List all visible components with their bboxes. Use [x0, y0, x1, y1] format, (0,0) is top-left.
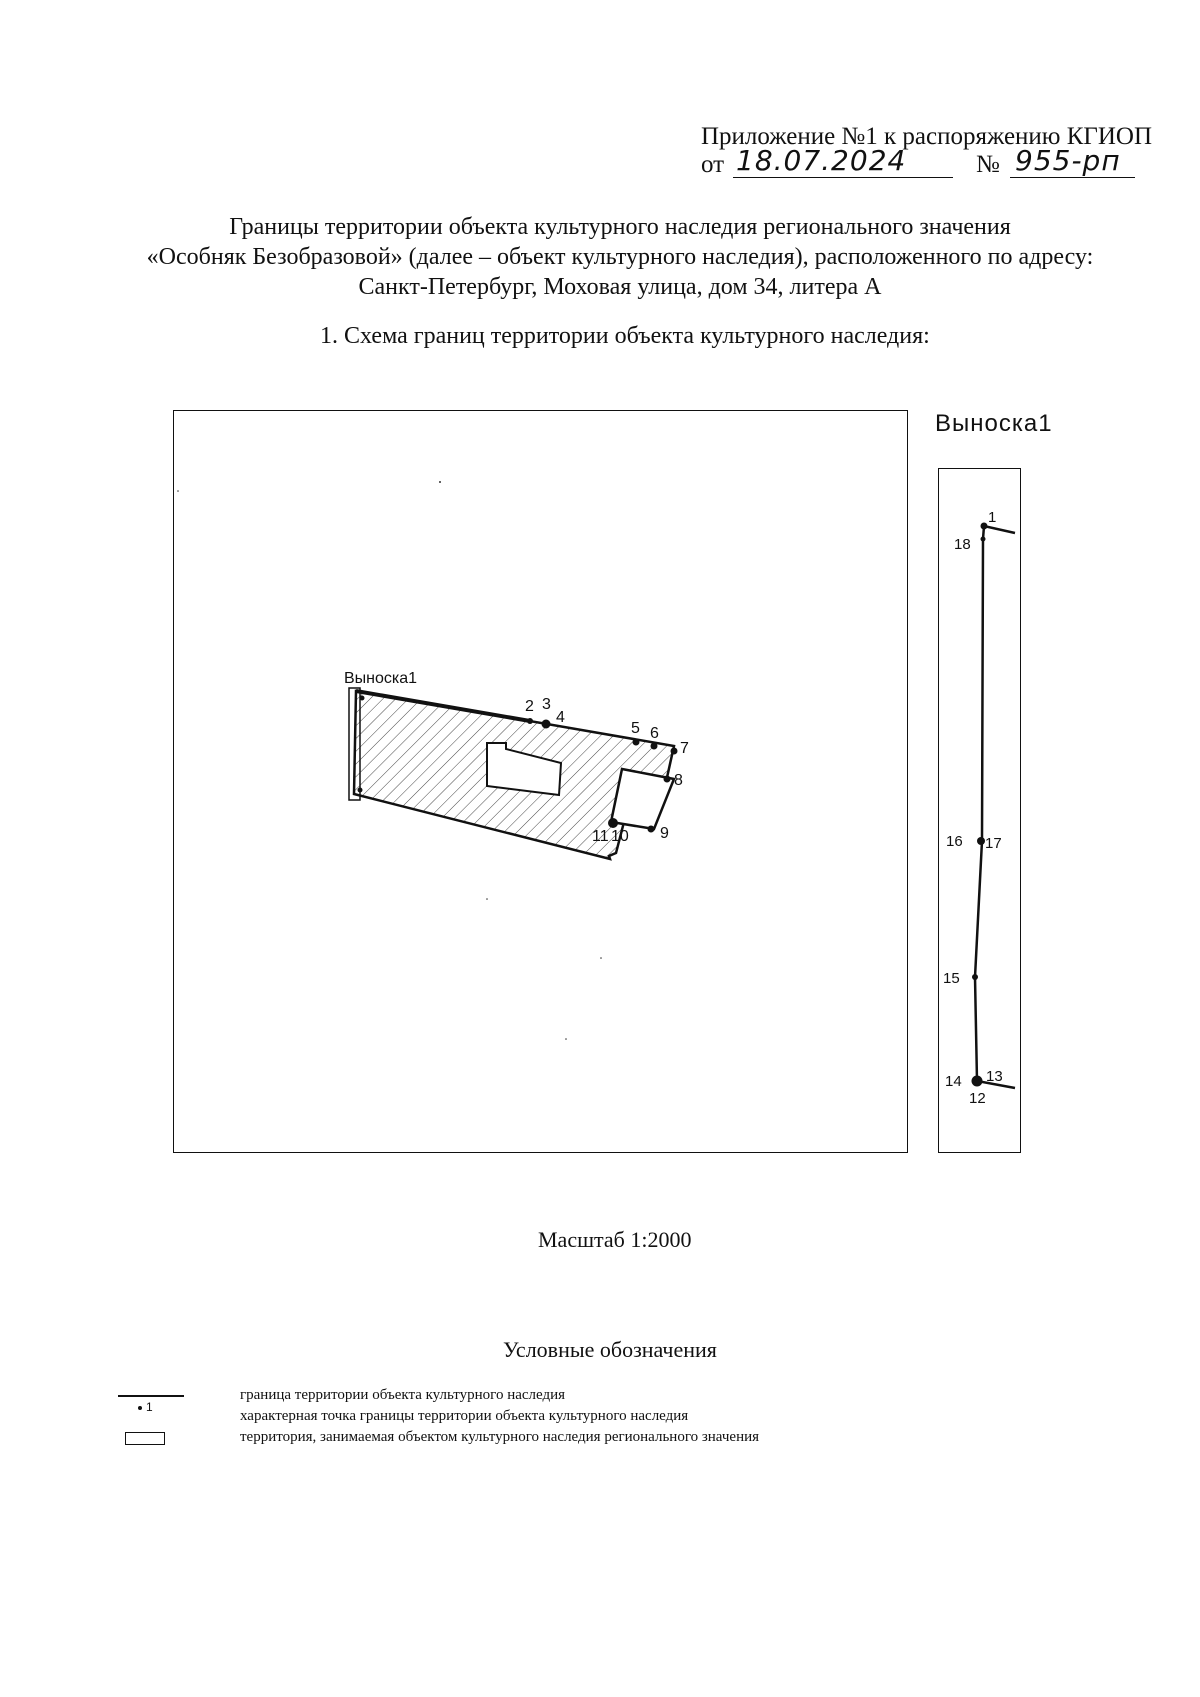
legend-point-symbol [138, 1400, 153, 1414]
legend-title: Условные обозначения [503, 1337, 717, 1362]
legend-point-label: 1 [146, 1400, 153, 1414]
appendix-line: Приложение №1 к распоряжению КГИОП [701, 123, 1153, 150]
point-label: 6 [650, 725, 659, 742]
title-line-2: «Особняк Безобразовой» (далее – объект культурного наследия), расположенного по адресу: [146, 244, 1094, 270]
point-label: 1 [988, 509, 997, 526]
point-label: 18 [954, 536, 971, 553]
point-label: 5 [631, 720, 640, 737]
point-label: 4 [556, 709, 565, 726]
callout-svg [939, 469, 1022, 1154]
point-label: 9 [660, 825, 669, 842]
point-label: 12 [969, 1090, 986, 1107]
legend-territory-symbol [125, 1432, 165, 1445]
title-line-3: Санкт-Петербург, Моховая улица, дом 34, литера А [358, 274, 882, 300]
number-value: 955-рп [1015, 144, 1121, 177]
point-label: 13 [986, 1068, 1003, 1085]
point-label: 3 [542, 696, 551, 713]
legend-item: граница территории объекта культурного наследия [240, 1387, 566, 1403]
callout-frame [938, 468, 1021, 1153]
point-label: 16 [946, 833, 963, 850]
callout-title: Выноска1 [935, 410, 1053, 437]
number-prefix: № [976, 151, 1000, 178]
main-callout-label: Выноска1 [344, 670, 418, 687]
section-heading: 1. Схема границ территории объекта культурного наследия: [320, 323, 930, 349]
point-label: 2 [525, 698, 534, 715]
point-label: 15 [943, 970, 960, 987]
point-label: 11 [592, 828, 609, 845]
point-label: 17 [985, 835, 1002, 852]
legend-item: территория, занимаемая объектом культурного наследия регионального значения [240, 1429, 760, 1445]
number-underline [1010, 177, 1135, 178]
main-map-frame [173, 410, 908, 1153]
point-label: 7 [680, 740, 689, 757]
date-value: 18.07.2024 [736, 144, 907, 177]
point-label: 10 [611, 828, 629, 845]
date-prefix: от [701, 151, 725, 178]
main-map-svg [174, 411, 909, 1154]
point-label: 14 [945, 1073, 962, 1090]
point-label: 8 [674, 772, 683, 789]
date-underline [733, 177, 953, 178]
title-line-1: Границы территории объекта культурного наследия регионального значения [229, 214, 1011, 240]
legend-line-symbol [118, 1395, 184, 1397]
scale-label: Масштаб 1:2000 [538, 1227, 692, 1252]
legend-item: характерная точка границы территории объекта культурного наследия [240, 1408, 689, 1424]
